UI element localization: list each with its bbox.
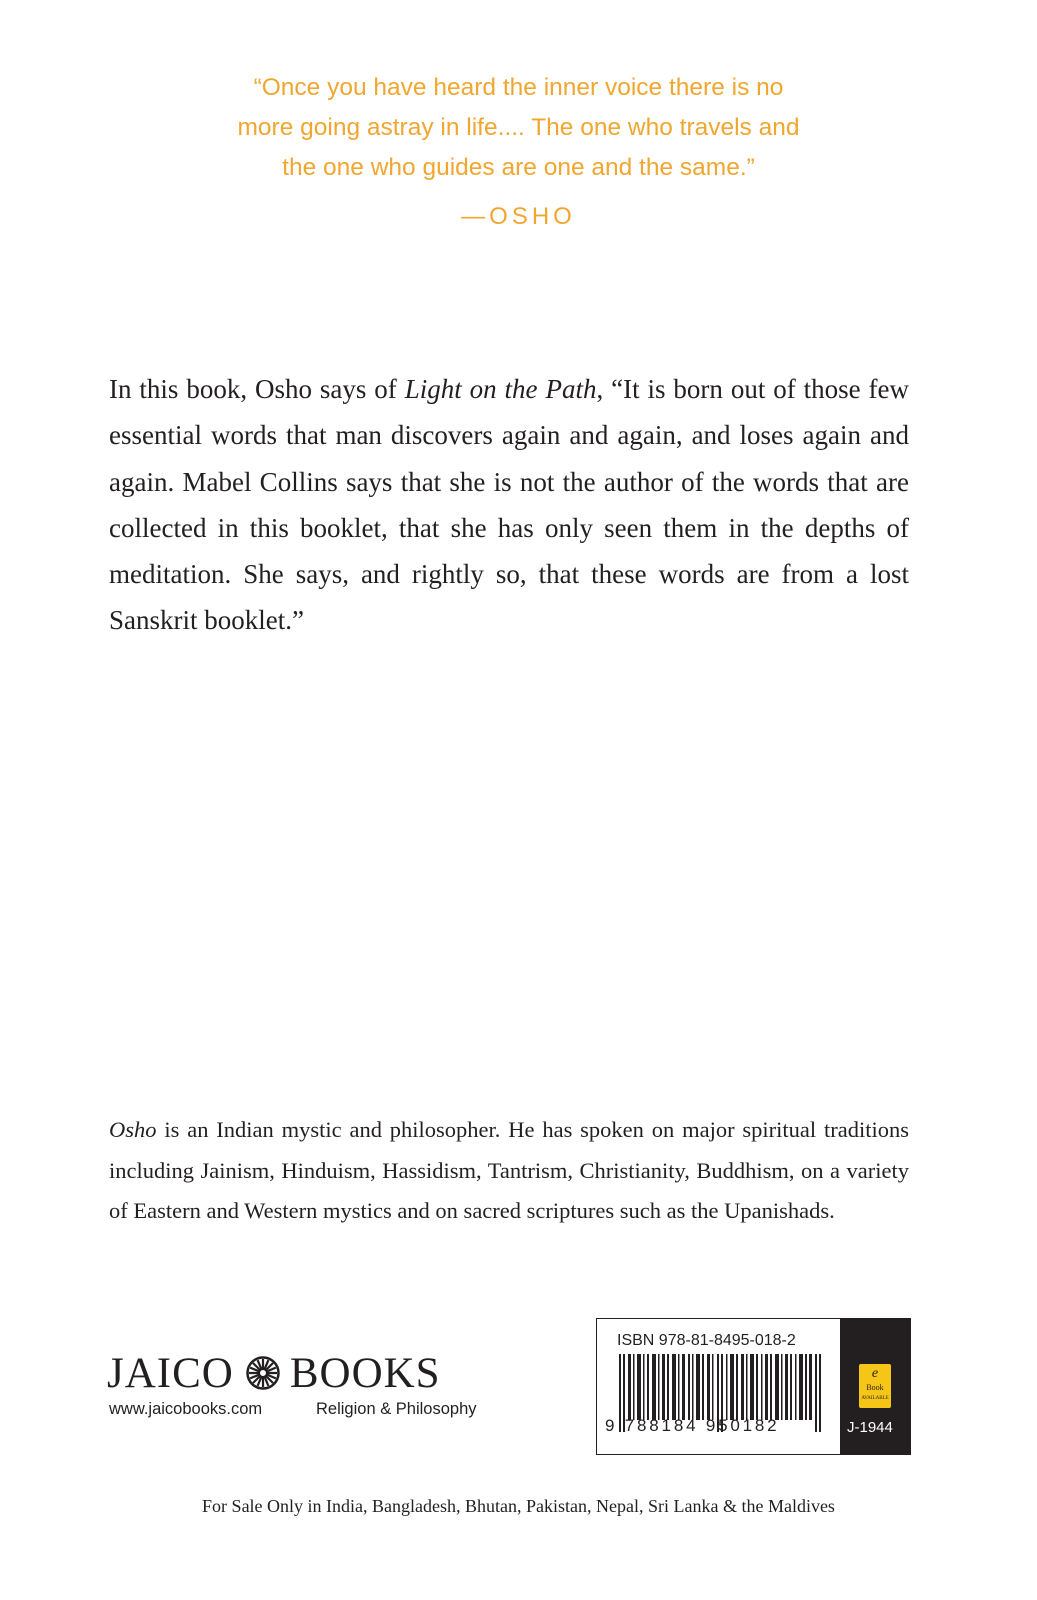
author-bio — [109, 1110, 909, 1232]
publisher-website: www.jaicobooks.com — [109, 1400, 263, 1418]
quote-line: “Once you have heard the inner voice there is no — [253, 74, 784, 101]
bio-text: is an Indian mystic and philosopher. He has spoken on major spiritual traditions including Jainism, Hinduism, Hassidism, Tantrism, Christianity, Buddhism, on a variety of Eastern and Western mystics and on sacred scriptures such as the Upanishads. — [109, 1117, 909, 1223]
book-category: Religion & Philosophy — [316, 1400, 477, 1418]
catalog-code: J-1944 — [847, 1419, 893, 1436]
blurb-intro: In this book, Osho says of — [109, 374, 405, 404]
sale-territory-notice: For Sale Only in India, Bangladesh, Bhutan, Pakistan, Nepal, Sri Lanka & the Maldives — [202, 1496, 835, 1516]
quote-attribution: —OSHO — [461, 203, 576, 230]
barcode-digit-group: 950182 — [705, 1416, 780, 1435]
barcode-box — [596, 1318, 911, 1455]
publisher-logo — [107, 1345, 441, 1401]
quote-line: the one who guides are one and the same.” — [282, 154, 755, 181]
ebook-word: Book — [866, 1383, 884, 1392]
wheel-icon — [246, 1356, 280, 1390]
barcode-digit-group: 788184 — [624, 1416, 699, 1435]
quote — [150, 68, 887, 188]
ebook-badge — [859, 1364, 891, 1408]
code-strip — [840, 1319, 910, 1454]
publisher-name-right: BOOKS — [289, 1349, 441, 1397]
quote-line: more going astray in life.... The one who travels and — [237, 114, 800, 141]
isbn-label: ISBN 978-81-8495-018-2 — [617, 1332, 796, 1349]
publisher-name-left: JAICO — [107, 1349, 234, 1397]
book-blurb — [109, 366, 909, 644]
blurb-body: , “It is born out of those few essential words that man discovers again and again, and loses again and again. Mabel Collins says that she is not the author of the words that are collected in this booklet, that she has only seen them in the depths of meditation. She says, and rightly so, that these words are from a lost Sanskrit booklet.” — [109, 374, 910, 636]
barcode-digits — [605, 1416, 779, 1436]
book-title: Light on the Path — [404, 374, 597, 404]
author-name: Osho — [109, 1117, 157, 1142]
barcode-digit-lead: 9 — [605, 1416, 618, 1435]
ebook-note: AVAILABLE — [861, 1396, 889, 1401]
ebook-letter: e — [871, 1366, 879, 1381]
